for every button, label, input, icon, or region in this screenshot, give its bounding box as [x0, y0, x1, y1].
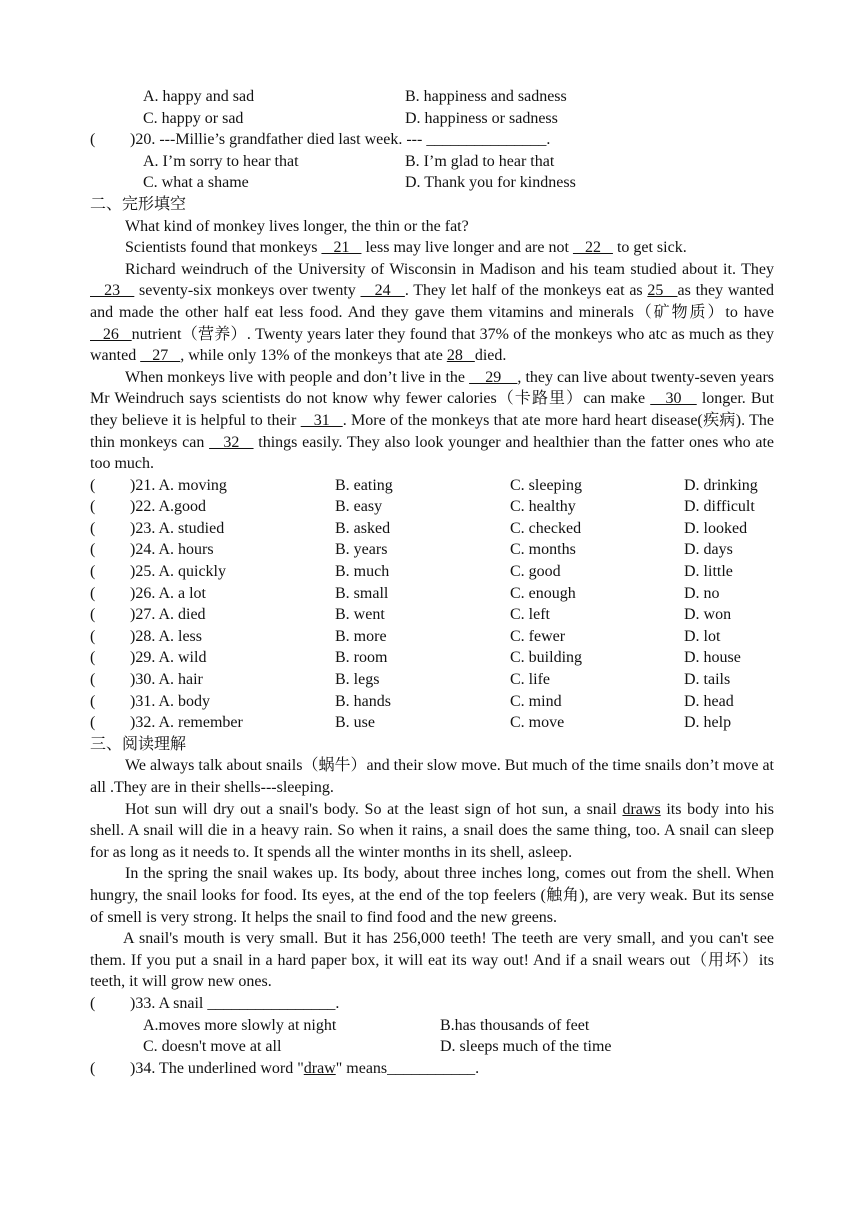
cloze-text: things easily. They also look younger and healthier than the fatter ones who ate too much. — [90, 433, 775, 473]
option-a: )31. A. body — [130, 692, 210, 710]
option-c: C. healthy — [510, 498, 576, 516]
option-d: D. no — [684, 584, 720, 602]
q33-blank: ________________ — [207, 994, 336, 1012]
blank-31: 31 — [300, 411, 343, 429]
section-2-question-line: What kind of monkey lives longer, the thin or the fat? — [125, 217, 469, 235]
option-b: B. went — [335, 606, 385, 624]
cloze-paragraph-1 — [90, 237, 774, 259]
cloze-text: seventy-six monkeys over twenty — [134, 282, 361, 300]
q19-options-row-1 — [90, 86, 774, 108]
cloze-text: When monkeys live with people and don’t live in the — [125, 368, 470, 386]
q33-end: . — [335, 994, 340, 1012]
option-b: B. use — [335, 714, 375, 732]
option-d: D. help — [684, 714, 732, 732]
cloze-question-row — [90, 626, 774, 648]
option-a: )25. A. quickly — [130, 563, 226, 581]
q20-options-row-2 — [90, 172, 774, 194]
q20-option-b: B. I’m glad to hear that — [405, 152, 555, 170]
blank-22: 22 — [572, 239, 613, 257]
cloze-question-row — [90, 604, 774, 626]
blank-24: 24 — [360, 282, 405, 300]
option-c: C. move — [510, 714, 565, 732]
worksheet-page — [90, 86, 774, 1079]
section-3-title: 三、阅读理解 — [90, 735, 187, 753]
cloze-text: longer. But they believe it is helpful to their — [90, 390, 775, 429]
blank-28: 28 — [446, 347, 475, 365]
q20-option-a: A. I’m sorry to hear that — [143, 152, 299, 170]
option-b: B. room — [335, 649, 388, 667]
q34-text: " means — [335, 1059, 388, 1077]
question-paren: ( — [90, 541, 96, 559]
cloze-question-row — [90, 583, 774, 605]
cloze-paragraph-3 — [90, 367, 774, 475]
question-paren: ( — [90, 714, 96, 732]
question-paren: ( — [90, 563, 96, 581]
option-a: )32. A. remember — [130, 714, 243, 732]
q20-options-row-1 — [90, 151, 774, 173]
cloze-text: , they can live about twenty-seven years Mr Weindruch says scientists do not know why fewer calories（卡路里）can make — [90, 368, 775, 408]
blank-23: 23 — [90, 282, 135, 300]
option-a: )27. A. died — [130, 606, 206, 624]
cloze-text: Richard weindruch of the University of Wisconsin in Madison and his team studied about it. They — [125, 260, 774, 278]
q20-stem — [130, 129, 550, 151]
option-a: )26. A. a lot — [130, 584, 206, 602]
q33-option-c: C. doesn't move at all — [143, 1038, 282, 1056]
cloze-text: , while only 13% of the monkeys that ate — [180, 347, 447, 365]
blank-26: 26 — [90, 325, 132, 343]
q19-option-c: C. happy or sad — [143, 109, 244, 127]
q34-underlined-word: draw — [303, 1059, 336, 1077]
option-a: )22. A.good — [130, 498, 206, 516]
option-c: C. left — [510, 606, 550, 624]
q20-stem-row — [90, 129, 774, 151]
blank-32: 32 — [209, 433, 254, 451]
q33-stem-row — [90, 993, 774, 1015]
q33-options-row-1 — [90, 1015, 774, 1037]
option-b: B. years — [335, 541, 388, 559]
cloze-question-row — [90, 496, 774, 518]
option-d: D. tails — [684, 671, 731, 689]
option-d: D. days — [684, 541, 733, 559]
option-b: B. eating — [335, 476, 393, 494]
cloze-question-list — [90, 475, 774, 734]
q20-paren: ( — [90, 131, 96, 149]
option-d: D. drinking — [684, 476, 758, 494]
q33-paren: ( — [90, 994, 96, 1012]
cloze-question-row — [90, 561, 774, 583]
option-c: C. good — [510, 563, 561, 581]
cloze-question-row — [90, 712, 774, 734]
q20-option-c: C. what a shame — [143, 174, 249, 192]
cloze-text: . They let half of the monkeys eat as — [404, 282, 648, 300]
option-b: B. asked — [335, 519, 391, 537]
cloze-question-row — [90, 518, 774, 540]
q19-option-d: D. happiness or sadness — [405, 109, 558, 127]
section-2-title: 二、完形填空 — [90, 195, 187, 213]
cloze-text: as they wanted and made the other half eat less food. And they gave them vitamins and minerals（矿物质）to have — [90, 282, 775, 321]
question-paren: ( — [90, 606, 96, 624]
option-d: D. difficult — [684, 498, 755, 516]
cloze-question-row — [90, 475, 774, 497]
q19-option-a: A. happy and sad — [143, 88, 255, 105]
option-b: B. legs — [335, 671, 380, 689]
q19-options-row-2 — [90, 108, 774, 130]
option-a: )28. A. less — [130, 627, 202, 645]
cloze-text: to get sick. — [612, 239, 687, 257]
option-c: C. checked — [510, 519, 582, 537]
question-paren: ( — [90, 627, 96, 645]
option-b: B. small — [335, 584, 389, 602]
cloze-question-row — [90, 691, 774, 713]
question-paren: ( — [90, 476, 96, 494]
option-b: B. easy — [335, 498, 383, 516]
option-b: B. more — [335, 627, 387, 645]
option-d: D. lot — [684, 627, 721, 645]
option-d: D. little — [684, 563, 733, 581]
cloze-text: died. — [474, 347, 507, 365]
q33-option-d: D. sleeps much of the time — [440, 1038, 612, 1056]
option-d: D. head — [684, 692, 734, 710]
q33-option-b: B.has thousands of feet — [440, 1016, 590, 1034]
option-d: D. house — [684, 649, 741, 667]
option-c: C. sleeping — [510, 476, 582, 494]
q33-stem — [130, 993, 339, 1015]
question-paren: ( — [90, 671, 96, 689]
blank-21: 21 — [321, 239, 362, 257]
q34-paren: ( — [90, 1059, 96, 1077]
option-c: C. life — [510, 671, 550, 689]
q33-option-a: A.moves more slowly at night — [143, 1016, 337, 1034]
option-c: C. mind — [510, 692, 562, 710]
option-a: )30. A. hair — [130, 671, 203, 689]
q34-stem-row — [90, 1058, 774, 1080]
q20-text: ---Millie’s grandfather died last week. --- — [155, 131, 427, 149]
reading-paragraph-3: In the spring the snail wakes up. Its body, about three inches long, comes out from the shell. When hungry, the snail looks for food. Its eyes, at the end of the top feelers (触角), are very weak. But its sense of smell is very strong. It helps the snail to find food and the new greens. — [90, 865, 774, 926]
underlined-word: draws — [622, 800, 661, 818]
option-c: C. enough — [510, 584, 576, 602]
option-c: C. building — [510, 649, 583, 667]
q20-end: . — [546, 131, 551, 149]
cloze-question-row — [90, 647, 774, 669]
option-a: )24. A. hours — [130, 541, 214, 559]
blank-30: 30 — [650, 390, 697, 408]
option-b: B. much — [335, 563, 390, 581]
cloze-paragraph-2 — [90, 259, 774, 367]
reading-paragraph-1: We always talk about snails（蜗牛）and their slow move. But much of the time snails don’t move at all .They are in their shells---sleeping. — [90, 757, 774, 796]
q34-text: )34. The underlined word " — [130, 1059, 304, 1077]
question-paren: ( — [90, 649, 96, 667]
option-c: C. fewer — [510, 627, 566, 645]
option-c: C. months — [510, 541, 576, 559]
q20-option-d: D. Thank you for kindness — [405, 174, 576, 192]
q34-blank: ___________ — [387, 1059, 476, 1077]
blank-29: 29 — [469, 368, 518, 386]
cloze-text: Scientists found that monkeys — [125, 239, 322, 257]
option-d: D. looked — [684, 519, 748, 537]
q33-options-row-2 — [90, 1036, 774, 1058]
question-paren: ( — [90, 498, 96, 516]
reading-text: its body into his shell. A snail will die in a heavy rain. So when it rains, a snail does the same thing, too. A snail can sleep for as long as it needs to. It spends all the winter months in its shell, asleep. — [90, 800, 774, 861]
blank-27: 27 — [140, 347, 181, 365]
cloze-question-row — [90, 669, 774, 691]
cloze-text: . More of the monkeys that ate more hard heart disease(疾病). The thin monkeys can — [90, 411, 775, 451]
reading-paragraph-2 — [90, 799, 774, 864]
option-d: D. won — [684, 606, 732, 624]
q20-number: )20. — [130, 131, 156, 149]
q33-text: )33. A snail — [130, 994, 208, 1012]
option-a: )21. A. moving — [130, 476, 227, 494]
reading-text: Hot sun will dry out a snail's body. So at the least sign of hot sun, a snail — [125, 800, 623, 818]
q19-option-b: B. happiness and sadness — [405, 88, 567, 105]
cloze-text: nutrient（营养）. Twenty years later they found that 37% of the monkeys who atc as much as they wanted — [90, 325, 774, 365]
reading-paragraph-4: A snail's mouth is very small. But it has 256,000 teeth! The teeth are very small, and you can't see them. If you put a snail in a hard paper box, it will eat its way out! And if a snail wears out（用坏）its teeth, it will grow new ones. — [90, 930, 774, 991]
q34-end: . — [475, 1059, 480, 1077]
option-a: )23. A. studied — [130, 519, 225, 537]
cloze-text: less may live longer and are not — [361, 239, 573, 257]
blank-25: 25 — [647, 282, 678, 300]
question-paren: ( — [90, 519, 96, 537]
question-paren: ( — [90, 692, 96, 710]
option-b: B. hands — [335, 692, 391, 710]
option-a: )29. A. wild — [130, 649, 207, 667]
q34-stem — [130, 1058, 479, 1080]
cloze-question-row — [90, 539, 774, 561]
question-paren: ( — [90, 584, 96, 602]
q20-blank: _______________ — [426, 131, 547, 149]
